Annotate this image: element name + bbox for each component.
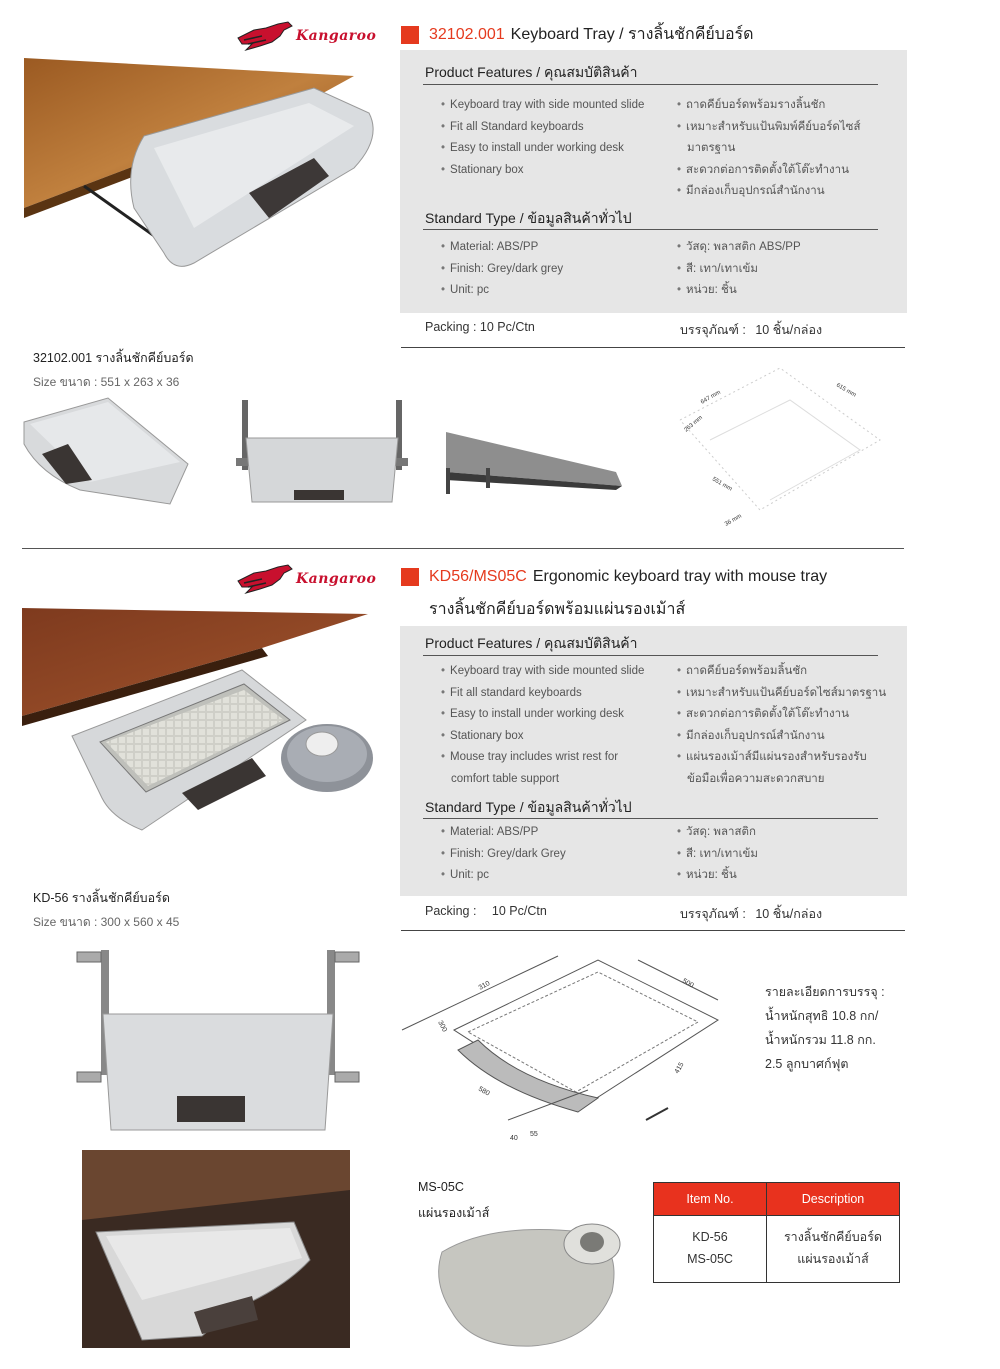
product1-view-front	[232, 394, 412, 514]
item-table	[653, 1182, 900, 1283]
product1-title	[401, 22, 754, 47]
product2-features-en	[441, 661, 644, 790]
product2-standard-en	[441, 822, 566, 887]
list-item: • มีกล่องเก็บอุปกรณ์สำนักงาน	[677, 181, 861, 203]
list-item: • เหมาะสำหรับแป้นพิมพ์คีย์บอร์ดไซส์	[677, 117, 861, 139]
list-item: • Finish: Grey/dark Grey	[441, 844, 566, 866]
product2-packing-th	[680, 904, 822, 924]
product1-standard-heading: Standard Type / ข้อมูลสินค้าทั่วไป	[425, 210, 632, 226]
dim-label: 36 mm	[724, 513, 743, 528]
divider	[423, 655, 878, 656]
product1-view-top	[20, 394, 195, 514]
dim-label: 55	[530, 1131, 538, 1138]
list-item: • ถาดคีย์บอร์ดพร้อมรางลิ้นชัก	[677, 95, 861, 117]
mouse-name: แผ่นรองเม้าส์	[418, 1206, 490, 1220]
item-no: MS-05C	[687, 1252, 733, 1266]
product1-standard-th	[677, 237, 801, 302]
list-item: • Fit all Standard keyboards	[441, 117, 644, 139]
product2-photo-bottom	[82, 1150, 350, 1348]
divider	[423, 818, 878, 819]
shipping-heading: รายละเอียดการบรรจุ :	[765, 985, 885, 999]
list-item: • สะดวกต่อการติดตั้งใต้โต๊ะทำงาน	[677, 704, 886, 726]
table-header: Item No.	[654, 1183, 767, 1216]
list-item: • Easy to install under working desk	[441, 704, 644, 726]
dim-label: 647 mm	[700, 389, 722, 406]
list-item: • สี: เทา/เทาเข้ม	[677, 844, 758, 866]
product2-title-th: รางลิ้นชักคีย์บอร์ดพร้อมแผ่นรองเม้าส์	[429, 601, 686, 618]
list-item: • สี: เทา/เทาเข้ม	[677, 259, 801, 281]
kangaroo-icon	[236, 20, 294, 52]
product1-features-en	[441, 95, 644, 181]
product2-caption: KD-56 รางลิ้นชักคีย์บอร์ด	[33, 891, 170, 905]
table-row	[654, 1216, 900, 1283]
brand-logo	[236, 20, 376, 52]
table-header: Description	[767, 1183, 900, 1216]
dim-label: 263 mm	[683, 414, 704, 434]
dim-label: 551 mm	[711, 476, 733, 493]
volume: 2.5 ลูกบาศก์ฟุต	[765, 1057, 849, 1071]
product1-packing-en: Packing : 10 Pc/Ctn	[425, 320, 535, 334]
dim-label: 300	[436, 1019, 448, 1034]
packing-value: 10 ชิ้น/กล่อง	[755, 907, 823, 921]
packing-label: บรรจุภัณฑ์ :	[680, 907, 746, 921]
list-item: • Easy to install under working desk	[441, 138, 644, 160]
packing-value: 10 Pc/Ctn	[491, 904, 547, 918]
list-item: • Keyboard tray with side mounted slide	[441, 95, 644, 117]
list-item: • วัสดุ: พลาสติก ABS/PP	[677, 237, 801, 259]
product1-features-th	[677, 95, 861, 203]
list-item: • Material: ABS/PP	[441, 237, 563, 259]
packing-label: Packing :	[425, 904, 477, 918]
dim-label: 500	[681, 977, 695, 990]
product1-dimension-drawing	[650, 360, 890, 535]
list-item: มาตรฐาน	[687, 142, 736, 154]
table-header-row	[654, 1183, 900, 1216]
mouse-pad-image	[432, 1212, 642, 1352]
product2-packing-en	[425, 904, 547, 918]
product1-features-heading: Product Features / คุณสมบัติสินค้า	[425, 64, 638, 80]
list-item: • Material: ABS/PP	[441, 822, 566, 844]
product1-code: 32102.001	[429, 25, 505, 43]
product1-view-side	[446, 428, 626, 498]
dim-label: 580	[477, 1085, 491, 1098]
brand-name: Kangaroo	[296, 571, 377, 587]
brand-name: Kangaroo	[296, 28, 377, 44]
product2-features-heading: Product Features / คุณสมบัติสินค้า	[425, 635, 638, 651]
kangaroo-icon	[236, 563, 294, 595]
list-item: • ถาดคีย์บอร์ดพร้อมลิ้นชัก	[677, 661, 886, 683]
title-marker	[401, 26, 419, 44]
list-item: • สะดวกต่อการติดตั้งใต้โต๊ะทำงาน	[677, 160, 861, 182]
product2-dimension-drawing	[398, 940, 728, 1150]
list-item: ข้อมือเพื่อความสะดวกสบาย	[687, 772, 825, 785]
product1-photo	[24, 58, 384, 328]
divider	[401, 930, 905, 931]
item-description: รางลิ้นชักคีย์บอร์ด	[783, 1230, 883, 1244]
product2-standard-heading: Standard Type / ข้อมูลสินค้าทั่วไป	[425, 799, 632, 815]
list-item: • หน่วย: ชิ้น	[677, 280, 801, 302]
list-item: • วัสดุ: พลาสติก	[677, 822, 758, 844]
dim-label: 310	[477, 980, 492, 992]
list-item: • Stationary box	[441, 160, 644, 182]
product2-title	[401, 568, 827, 586]
product1-packing-th	[680, 320, 822, 340]
table-cell	[654, 1216, 767, 1283]
product1-standard-en	[441, 237, 563, 302]
list-item: • Stationary box	[441, 726, 644, 748]
mouse-code: MS-05C	[418, 1180, 464, 1194]
divider	[401, 347, 905, 348]
divider	[423, 229, 878, 230]
table-cell	[767, 1216, 900, 1283]
net-weight: น้ำหนักสุทธิ 10.8 กก/	[765, 1009, 879, 1023]
product2-size: Size ขนาด : 300 x 560 x 45	[33, 915, 180, 929]
list-item: • Unit: pc	[441, 865, 566, 887]
dim-label: 415	[673, 1061, 686, 1075]
section-divider	[22, 548, 904, 549]
list-item: comfort table support	[451, 772, 560, 785]
product1-name: Keyboard Tray / รางลิ้นชักคีย์บอร์ด	[510, 26, 754, 43]
dim-label: 615 mm	[835, 382, 857, 399]
list-item: • แผ่นรองเม้าส์มีแผ่นรองสำหรับรองรับ	[677, 747, 886, 769]
product2-standard-th	[677, 822, 758, 887]
dim-label: 40	[510, 1135, 518, 1142]
product2-name: Ergonomic keyboard tray with mouse tray	[532, 568, 828, 585]
list-item: • Keyboard tray with side mounted slide	[441, 661, 644, 683]
list-item: • มีกล่องเก็บอุปกรณ์สำนักงาน	[677, 726, 886, 748]
list-item: • Fit all standard keyboards	[441, 683, 644, 705]
list-item: • Unit: pc	[441, 280, 563, 302]
product2-photo	[22, 608, 380, 840]
product2-view-front	[75, 946, 365, 1136]
product1-caption: 32102.001 รางลิ้นชักคีย์บอร์ด	[33, 351, 194, 365]
list-item: • เหมาะสำหรับแป้นคีย์บอร์ดไซส์มาตรฐาน	[677, 683, 886, 705]
gross-weight: น้ำหนักรวม 11.8 กก.	[765, 1033, 876, 1047]
packing-label: บรรจุภัณฑ์ :	[680, 323, 746, 337]
product1-size: Size ขนาด : 551 x 263 x 36	[33, 375, 180, 389]
list-item: • Mouse tray includes wrist rest for	[441, 747, 644, 769]
list-item: • หน่วย: ชิ้น	[677, 865, 758, 887]
item-description: แผ่นรองเม้าส์	[797, 1252, 869, 1266]
brand-logo	[236, 563, 376, 595]
list-item: • Finish: Grey/dark grey	[441, 259, 563, 281]
product2-features-th	[677, 661, 886, 790]
divider	[423, 84, 878, 85]
item-no: KD-56	[692, 1230, 728, 1244]
shipping-details	[765, 980, 885, 1076]
title-marker	[401, 568, 419, 586]
packing-value: 10 ชิ้น/กล่อง	[755, 323, 823, 337]
product2-code: KD56/MS05C	[429, 568, 527, 585]
